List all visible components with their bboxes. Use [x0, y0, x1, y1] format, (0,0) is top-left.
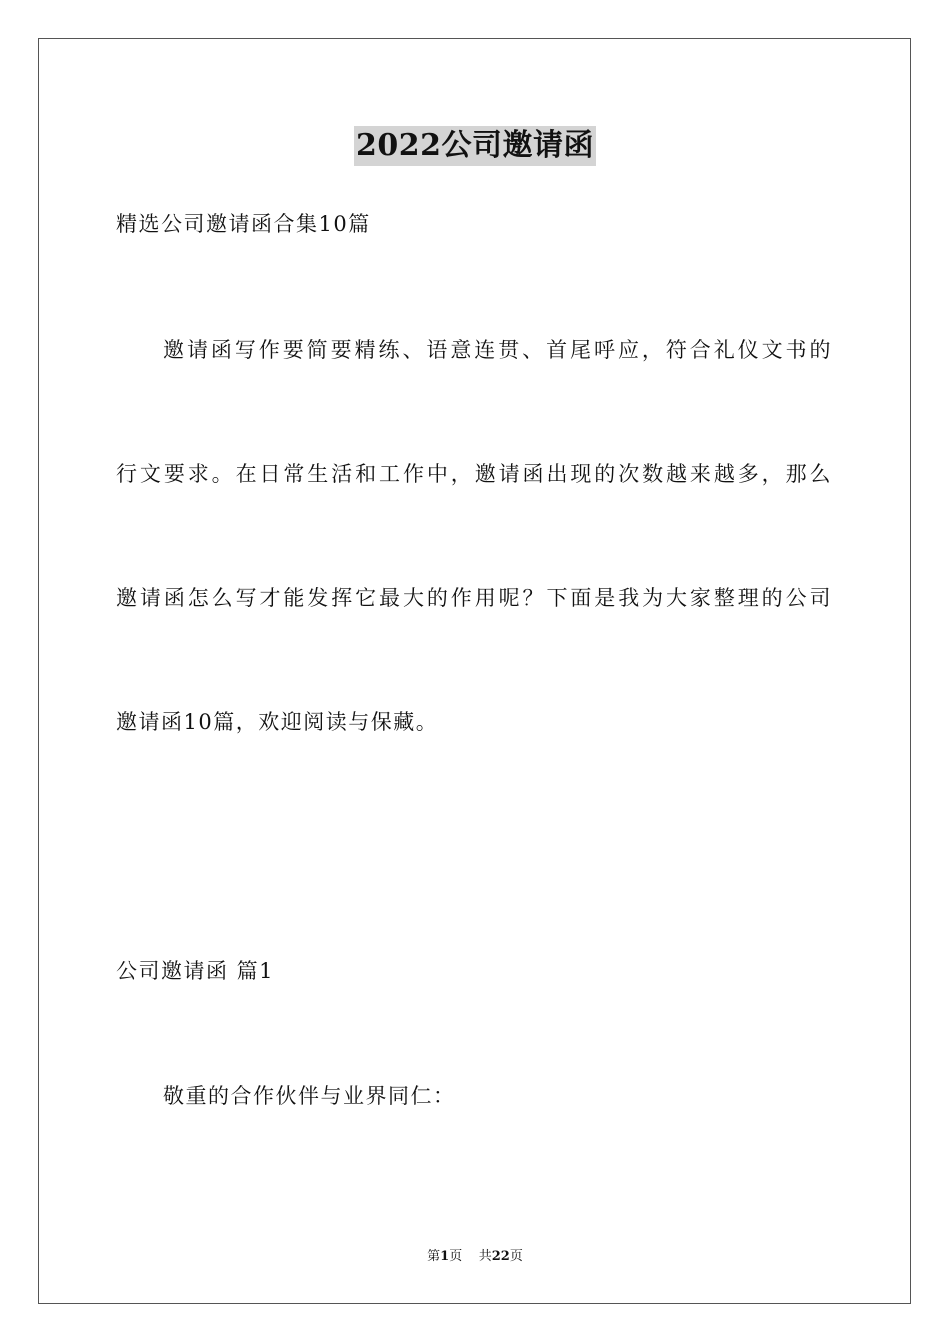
footer-page-prefix: 第	[427, 1249, 441, 1264]
page-footer	[0, 1248, 950, 1266]
intro-line-2: 行文要求。在日常生活和工作中，邀请函出现的次数越来越多，那么	[116, 462, 832, 486]
footer-page-suffix: 页	[449, 1249, 463, 1264]
footer-total-suffix: 页	[509, 1249, 523, 1264]
title-container	[0, 126, 950, 166]
footer-page-number: 1	[440, 1249, 450, 1264]
intro-line-4: 邀请函10篇，欢迎阅读与保藏。	[116, 710, 439, 734]
footer-total-pages: 22	[491, 1249, 510, 1264]
section-heading: 公司邀请函 篇1	[116, 959, 275, 983]
salutation: 敬重的合作伙伴与业界同仁：	[163, 1084, 456, 1108]
document-title: 2022公司邀请函	[354, 126, 596, 166]
document-subtitle: 精选公司邀请函合集10篇	[116, 212, 371, 236]
footer-total-prefix: 共	[478, 1249, 492, 1264]
intro-line-3: 邀请函怎么写才能发挥它最大的作用呢？下面是我为大家整理的公司	[116, 586, 832, 610]
intro-line-1: 邀请函写作要简要精练、语意连贯、首尾呼应，符合礼仪文书的	[163, 338, 832, 362]
